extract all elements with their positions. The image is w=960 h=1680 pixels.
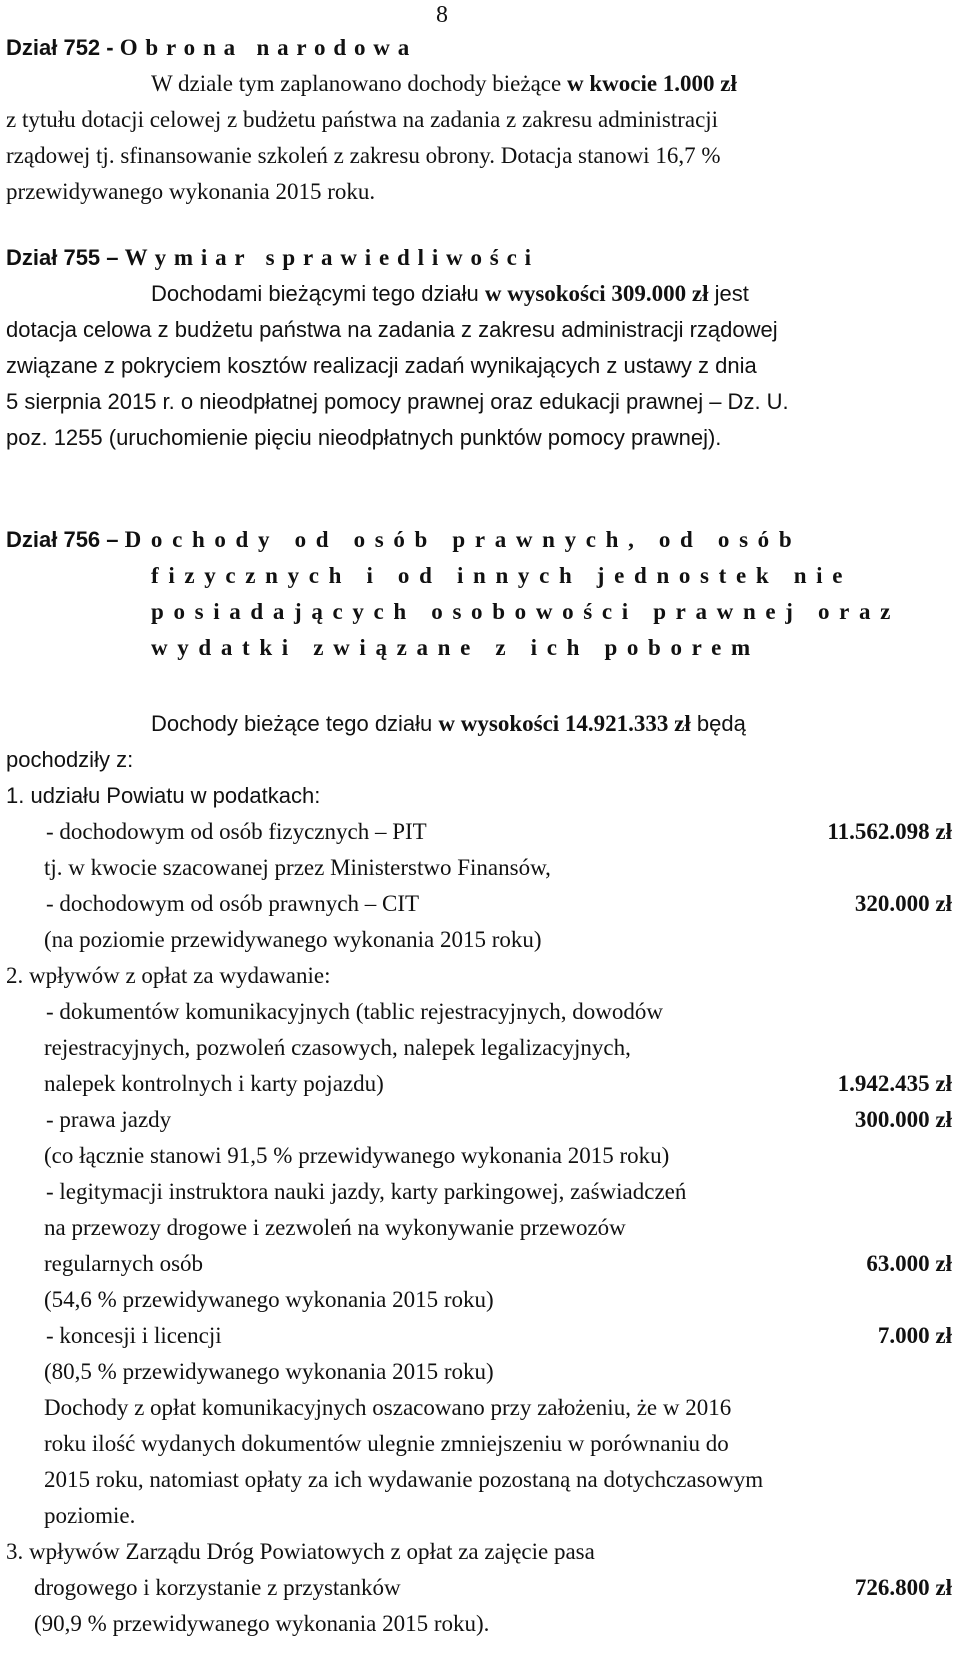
section-755-line: poz. 1255 (uruchomienie pięciu nieodpłatnych punktów pomocy prawnej).	[6, 425, 722, 450]
section-756-intro-text: będą	[690, 711, 746, 736]
section-752-line-text: W dziale tym zaplanowano dochody bieżące	[151, 71, 567, 96]
p3-amount: 726.800 zł	[854, 1575, 952, 1600]
section-756-name-line: posiadających osobowości prawnej oraz	[151, 599, 901, 624]
section-752-heading	[6, 30, 954, 66]
section-756-name-line: fizycznych i od innych jednostek nie	[151, 563, 853, 588]
section-752	[6, 30, 954, 210]
instr-label: regularnych osób	[44, 1251, 204, 1276]
page-number: 8	[436, 2, 448, 28]
section-756-intro-text: Dochody bieżące tego działu	[151, 711, 439, 736]
docs-amount: 1.942.435 zł	[837, 1071, 952, 1096]
cit-label: - dochodowym od osób prawnych – CIT	[46, 891, 420, 916]
p3-label: drogowego i korzystanie z przystanków	[34, 1575, 401, 1600]
section-755	[6, 240, 954, 456]
license-note: (co łącznie stanowi 91,5 % przewidywanego wykonania 2015 roku)	[44, 1143, 670, 1168]
point-3-title: 3. wpływów Zarządu Dróg Powiatowych z opłat za zajęcie pasa	[6, 1539, 595, 1564]
section-755-line: 5 sierpnia 2015 r. o nieodpłatnej pomocy prawnej oraz edukacji prawnej – Dz. U.	[6, 389, 789, 414]
section-755-line: dotacja celowa z budżetu państwa na zadania z zakresu administracji rządowej	[6, 317, 778, 342]
license-amount: 300.000 zł	[854, 1107, 952, 1132]
pit-amount: 11.562.098 zł	[827, 819, 952, 844]
docs-label: nalepek kontrolnych i karty pojazdu)	[44, 1071, 384, 1096]
instr-line: - legitymacji instruktora nauki jazdy, karty parkingowej, zaświadczeń	[46, 1179, 687, 1204]
cit-amount: 320.000 zł	[854, 891, 952, 916]
section-756-name-line: Dochody od osób prawnych, od osób	[124, 527, 802, 552]
section-752-line: z tytułu dotacji celowej z budżetu państwa na zadania z zakresu administracji	[6, 107, 719, 132]
section-755-line-text: jest	[708, 281, 749, 306]
instr-amount: 63.000 zł	[866, 1251, 952, 1276]
section-755-line	[6, 276, 954, 312]
section-755-line-text: Dochodami bieżącymi tego działu	[151, 281, 485, 306]
p3-note: (90,9 % przewidywanego wykonania 2015 roku).	[34, 1611, 490, 1636]
docs-line: rejestracyjnych, pozwoleń czasowych, nalepek legalizacyjnych,	[44, 1035, 631, 1060]
docs-line: - dokumentów komunikacyjnych (tablic rejestracyjnych, dowodów	[46, 999, 664, 1024]
section-756-name-line: wydatki związane z ich poborem	[151, 635, 760, 660]
cit-row	[6, 886, 954, 922]
license-row	[6, 1102, 954, 1138]
section-756-intro-2: pochodziły z:	[6, 747, 134, 772]
section-752-line: przewidywanego wykonania 2015 roku.	[6, 179, 376, 204]
conc-label: - koncesji i licencji	[46, 1323, 222, 1348]
conc-row	[6, 1318, 954, 1354]
point-2-title: 2. wpływów z opłat za wydawanie:	[6, 963, 331, 988]
summary-line: roku ilość wydanych dokumentów ulegnie zmniejszeniu w porównaniu do	[44, 1431, 729, 1456]
section-755-amount: w wysokości 309.000 zł	[484, 281, 709, 306]
section-756-intro	[6, 706, 954, 742]
cit-note: (na poziomie przewidywanego wykonania 2015 roku)	[44, 927, 542, 952]
section-755-name: Wymiar sprawiedliwości	[124, 245, 539, 270]
point-1-title: 1. udziału Powiatu w podatkach:	[6, 783, 321, 808]
pit-label: - dochodowym od osób fizycznych – PIT	[46, 819, 427, 844]
instr-note: (54,6 % przewidywanego wykonania 2015 roku)	[44, 1287, 494, 1312]
section-755-dzial: Dział 755 –	[6, 245, 125, 270]
conc-note: (80,5 % przewidywanego wykonania 2015 roku)	[44, 1359, 494, 1384]
section-755-line: związane z pokryciem kosztów realizacji zadań wynikających z ustawy z dnia	[6, 353, 757, 378]
section-756-heading	[6, 522, 954, 558]
docs-row	[6, 1066, 954, 1102]
section-756-body	[6, 706, 954, 1642]
section-752-line	[6, 66, 954, 102]
instr-line: na przewozy drogowe i zezwoleń na wykonywanie przewozów	[44, 1215, 626, 1240]
summary-line: Dochody z opłat komunikacyjnych oszacowano przy założeniu, że w 2016	[44, 1395, 732, 1420]
summary-line: 2015 roku, natomiast opłaty za ich wydawanie pozostaną na dotychczasowym	[44, 1467, 764, 1492]
pit-row	[6, 814, 954, 850]
conc-amount: 7.000 zł	[877, 1323, 952, 1348]
p3-row	[6, 1570, 954, 1606]
pit-note: tj. w kwocie szacowanej przez Ministerstwo Finansów,	[44, 855, 551, 880]
instr-row	[6, 1246, 954, 1282]
section-752-name: Obrona narodowa	[119, 35, 418, 60]
section-756-amount: w wysokości 14.921.333 zł	[438, 711, 691, 736]
section-755-heading	[6, 240, 954, 276]
section-756-dzial: Dział 756 –	[6, 527, 125, 552]
section-752-line: rządowej tj. sfinansowanie szkoleń z zakresu obrony. Dotacja stanowi 16,7 %	[6, 143, 721, 168]
summary-line: poziomie.	[44, 1503, 136, 1528]
license-label: - prawa jazdy	[46, 1107, 172, 1132]
section-752-dzial: Dział 752 -	[6, 35, 120, 60]
section-756	[6, 522, 954, 666]
section-752-amount: w kwocie 1.000 zł	[566, 71, 737, 96]
